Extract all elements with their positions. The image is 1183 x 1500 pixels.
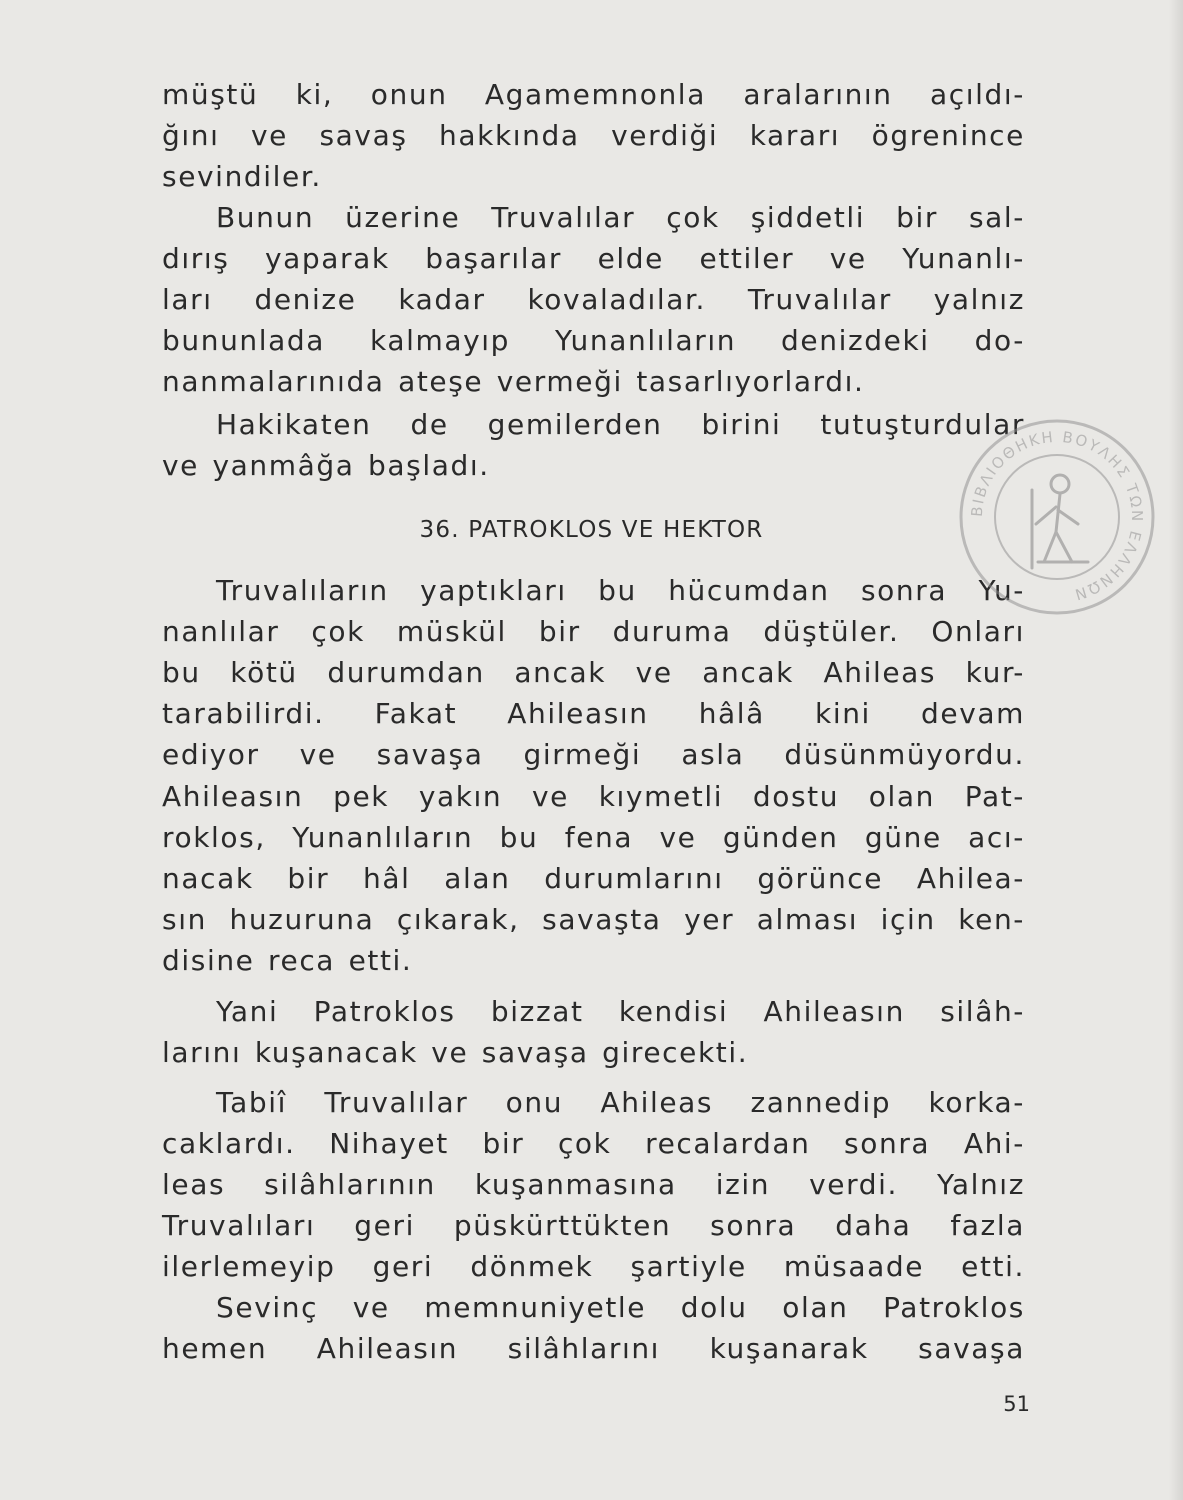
text-line: sın huzuruna çıkarak, savaşta yer alması için ken-: [162, 903, 1025, 936]
text-line: nacak bir hâl alan durumlarını görünce Ahilea-: [162, 862, 1025, 895]
text-line: bu kötü durumdan ancak ve ancak Ahileas kur-: [162, 656, 1025, 689]
library-stamp-icon: [952, 412, 1162, 622]
text-line: ve yanmâğa başladı.: [162, 449, 490, 482]
section-heading-text: 36. PATROKLOS VE HEKTOR: [419, 517, 764, 543]
text-line: Sevinç ve memnuniyetle dolu olan Patroklos: [216, 1291, 1025, 1324]
page-number: 51: [1003, 1392, 1030, 1416]
text-line: sevindiler.: [162, 160, 322, 193]
text-line: dırış yaparak başarılar elde ettiler ve Yunanlı-: [162, 242, 1025, 275]
text-line: roklos, Yunanlıların bu fena ve günden güne acı-: [162, 821, 1025, 854]
text-line: Tabiî Truvalılar onu Ahileas zannedip korka-: [216, 1086, 1025, 1119]
text-line: ğını ve savaş hakkında verdiği kararı ögrenince: [162, 119, 1025, 152]
text-line: ediyor ve savaşa girmeği asla düsünmüyordu.: [162, 738, 1025, 771]
text-line: disine reca etti.: [162, 944, 413, 977]
text-line: hemen Ahileasın silâhlarını kuşanarak savaşa: [162, 1332, 1025, 1365]
text-line: Truvalıları geri püskürttükten sonra daha fazla: [162, 1209, 1025, 1242]
text-line: Hakikaten de gemilerden birini tutuşturdular: [216, 408, 1025, 441]
text-line: caklardı. Nihayet bir çok recalardan sonra Ahi-: [162, 1127, 1025, 1160]
text-line: ları denize kadar kovaladılar. Truvalılar yalnız: [162, 283, 1025, 316]
page-edge: [1169, 0, 1183, 1500]
text-line: nanmalarınıda ateşe vermeği tasarlıyorlardı.: [162, 365, 865, 398]
text-line: Yani Patroklos bizzat kendisi Ahileasın silâh-: [216, 995, 1025, 1028]
text-line: Bunun üzerine Truvalılar çok şiddetli bir sal-: [216, 201, 1025, 234]
text-line: Ahileasın pek yakın ve kıymetli dostu olan Pat-: [162, 780, 1025, 813]
svg-text:ΒΙΒΛΙΟΘΗΚΗ ΒΟΥΛΗΣ ΤΩΝ ΕΛΛΗΝΩΝ: ΒΙΒΛΙΟΘΗΚΗ ΒΟΥΛΗΣ ΤΩΝ ΕΛΛΗΝΩΝ: [967, 427, 1147, 605]
text-line: Truvalıların yaptıkları bu hücumdan sonra Yu-: [216, 574, 1025, 607]
text-line: larını kuşanacak ve savaşa girecekti.: [162, 1036, 749, 1069]
text-line: leas silâhlarının kuşanmasına izin verdi. Yalnız: [162, 1168, 1025, 1201]
text-line: nanlılar çok müskül bir duruma düştüler. Onları: [162, 615, 1025, 648]
text-line: müştü ki, onun Agamemnonla aralarının açıldı-: [162, 78, 1025, 111]
text-line: tarabilirdi. Fakat Ahileasın hâlâ kini devam: [162, 697, 1025, 730]
text-line: bununlada kalmayıp Yunanlıların denizdeki do-: [162, 324, 1025, 357]
text-line: ilerlemeyip geri dönmek şartiyle müsaade etti.: [162, 1250, 1025, 1283]
